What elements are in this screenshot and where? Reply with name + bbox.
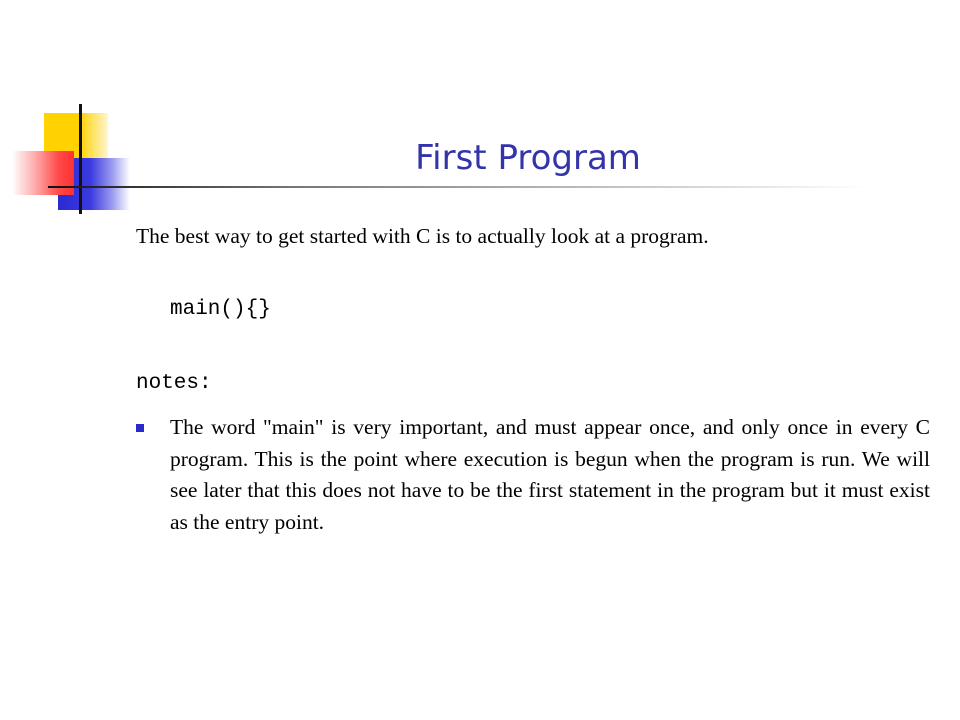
title-underline: [48, 186, 868, 188]
bullet-text: The word "main" is very important, and must appear once, and only once in every C program. This is the point where execution is begun when the program is run. We will see later that this does not have to be the first statement in the program but it must exist as the entry point.: [170, 415, 930, 534]
notes-label: notes:: [136, 372, 212, 395]
square-bullet-icon: [136, 424, 144, 432]
slide-title: First Program: [415, 138, 641, 178]
intro-text: The best way to get started with C is to actually look at a program.: [136, 224, 709, 248]
code-example: main(){}: [170, 298, 271, 321]
